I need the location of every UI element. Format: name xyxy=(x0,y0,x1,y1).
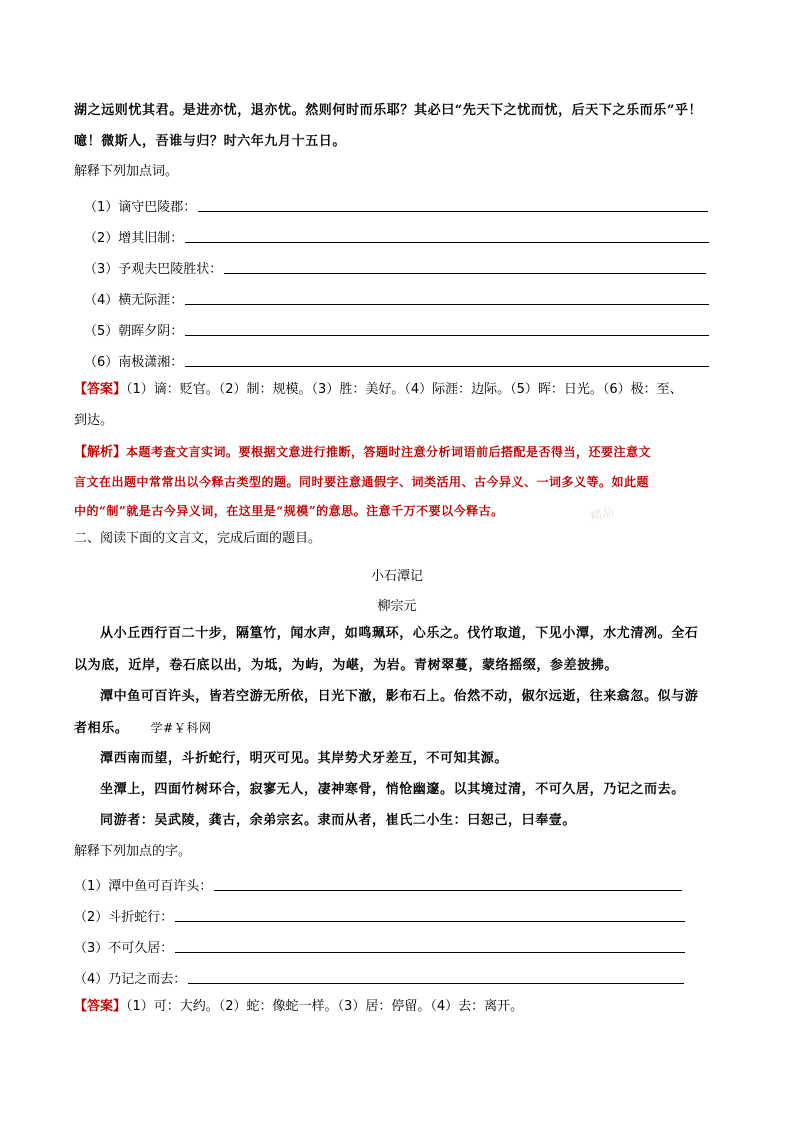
answer-continuation: 到达。 xyxy=(74,413,114,428)
question-label: （4）横无际涯： xyxy=(84,293,184,308)
watermark: 精品 xyxy=(588,504,616,524)
passage-line: 潭中鱼可百许头，皆若空游无所依，日光下澈，影布石上。佁然不动，俶尔远逝，往来翕忽。似与游 xyxy=(100,689,699,704)
answer-blank[interactable] xyxy=(198,211,708,212)
section2-instruction: 解释下列加点的字。 xyxy=(74,844,192,859)
question-row xyxy=(74,937,685,956)
passage-line: 同游者：吴武陵，龚古，余弟宗玄。隶而从者，崔氏二小生：曰恕己，曰奉壹。 xyxy=(100,813,577,828)
passage-line: 潭西南而望，斗折蛇行，明灭可见。其岸势犬牙差互，不可知其源。 xyxy=(100,751,509,766)
question-label: （2）斗折蛇行： xyxy=(74,910,174,925)
analysis-line: 言文在出题中常常出以今释古类型的题。同时要注意通假字、词类活用、古今异义、一词多义等。如此题 xyxy=(74,475,650,489)
question-row xyxy=(84,227,709,246)
question-label: （5）朝晖夕阴： xyxy=(84,324,184,339)
passage-line: 噫！微斯人，吾谁与归？时六年九月十五日。 xyxy=(74,134,347,149)
section2-heading: 二、阅读下面的文言文，完成后面的题目。 xyxy=(74,531,322,546)
inline-mark: 学#￥科网 xyxy=(150,721,212,735)
answer-blank[interactable] xyxy=(185,304,709,305)
answer-blank[interactable] xyxy=(185,366,709,367)
answer-blank[interactable] xyxy=(224,273,706,274)
question-row xyxy=(84,258,706,277)
question-row xyxy=(74,875,682,894)
question-label: （6）南极潇湘： xyxy=(84,355,184,370)
analysis-line xyxy=(74,444,651,461)
answer-blank[interactable] xyxy=(175,921,685,922)
question-row xyxy=(84,320,709,339)
question-label: （3）不可久居： xyxy=(74,941,174,956)
answer-blank[interactable] xyxy=(175,952,685,953)
passage-line-with-mark xyxy=(74,720,212,737)
passage-line: 以为底，近岸，卷石底以出，为坻，为屿，为嵁，为岩。青树翠蔓，蒙络摇缀，参差披拂。 xyxy=(74,658,619,673)
question-label: （2）增其旧制： xyxy=(84,231,184,246)
question-label: （1）潭中鱼可百许头： xyxy=(74,879,213,894)
answer-blank[interactable] xyxy=(185,242,709,243)
question-row xyxy=(74,968,684,987)
answer-blank[interactable] xyxy=(214,890,682,891)
question-row xyxy=(84,289,709,308)
passage-title: 小石潭记 xyxy=(370,569,423,584)
question-row xyxy=(84,351,709,370)
passage-author: 柳宗元 xyxy=(377,599,417,614)
passage-text: 者相乐。 xyxy=(74,721,129,736)
answer-text: （1）可：大约。（2）蛇：像蛇一样。（3）居：停留。（4）去：离开。 xyxy=(126,999,524,1014)
analysis-text: 本题考查文言实词。要根据文意进行推断，答题时注意分析词语前后搭配是否得当，还要注意文 xyxy=(126,445,652,459)
answer-line xyxy=(74,999,523,1015)
answer-text: （1）谪：贬官。（2）制：规模。（3）胜：美好。（4）际涯：边际。（5）晖：日光。（6）极：至、 xyxy=(126,382,683,397)
question-row xyxy=(74,906,685,925)
passage-line: 湖之远则忧其君。是进亦忧，退亦忧。然则何时而乐耶？其必曰“先天下之忧而忧，后天下之乐而乐”乎！ xyxy=(74,103,703,118)
passage-line: 坐潭上，四面竹树环合，寂寥无人，凄神寒骨，悄怆幽邃。以其境过清，不可久居，乃记之而去。 xyxy=(100,782,685,797)
answer-blank[interactable] xyxy=(188,983,684,984)
section1-instruction: 解释下列加点词。 xyxy=(74,164,179,179)
analysis-line: 中的“制”就是古今异义词，在这里是“规模”的意思。注意千万不要以今释古。 xyxy=(74,504,504,518)
answer-tag: 【答案】 xyxy=(74,382,127,397)
answer-line xyxy=(74,382,683,398)
analysis-tag: 【解析】 xyxy=(74,445,127,460)
question-label: （1）谪守巴陵郡： xyxy=(84,200,197,215)
question-row xyxy=(84,196,708,215)
question-label: （3）予观夫巴陵胜状： xyxy=(84,262,223,277)
answer-blank[interactable] xyxy=(185,335,709,336)
passage-line: 从小丘西行百二十步，隔篁竹，闻水声，如鸣珮环，心乐之。伐竹取道，下见小潭，水尤清冽。全石 xyxy=(100,626,699,641)
question-label: （4）乃记之而去： xyxy=(74,972,187,987)
answer-tag: 【答案】 xyxy=(74,999,127,1014)
